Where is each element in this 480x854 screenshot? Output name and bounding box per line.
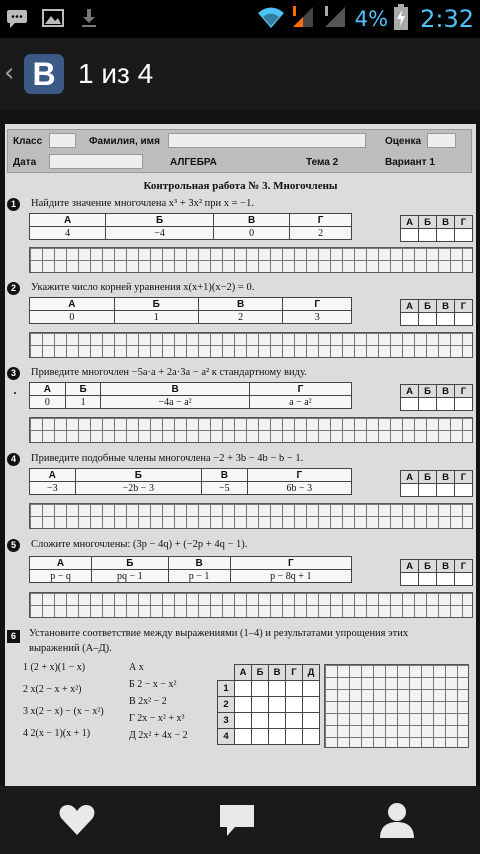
table-row [401,216,473,229]
table-cell: Б [252,665,269,681]
comment-icon[interactable] [217,800,257,840]
table-cell: В [168,557,230,570]
table-cell: Г [247,469,351,482]
answer-cell[interactable] [269,729,286,745]
options-table [29,297,352,324]
answer-cell[interactable] [455,229,473,242]
table-cell: Г [290,214,352,227]
table-cell: А [235,665,252,681]
table-cell: p − q [30,570,92,583]
table-cell: 6b − 3 [247,482,351,495]
question-text-line-1: Установите соответствие между выражениями (1–4) и результатами упрощения этих [29,628,409,639]
question-text: Найдите значение многочлена x³ + 3x² при x = −1. [31,198,254,209]
table-row [218,713,320,729]
table-cell: А [401,216,419,229]
matching-table [217,664,320,745]
answer-cell[interactable] [252,713,269,729]
answer-cell[interactable] [401,484,419,497]
answer-cell[interactable] [419,229,437,242]
topic-label: Тема 2 [306,157,339,168]
answer-cell[interactable] [455,484,473,497]
sim-signal-icon [323,5,349,33]
table-row [30,227,352,240]
heart-icon[interactable] [57,800,97,840]
answer-cell[interactable] [252,729,269,745]
question-text: Приведите многочлен −5a·a + 2a·3a − a² к стандартному виду. [31,367,307,378]
table-cell: Д [303,665,320,681]
table-cell: Г [455,471,473,484]
answer-cell[interactable] [303,681,320,697]
answer-cell[interactable] [401,229,419,242]
answer-cell[interactable] [437,573,455,586]
answer-cell[interactable] [286,697,303,713]
question-number: 1 [7,198,20,211]
answer-cell[interactable] [401,573,419,586]
answer-cell[interactable] [235,729,252,745]
table-cell: 2 [218,697,235,713]
margin-dot [14,392,16,394]
document-viewer[interactable] [0,110,480,786]
table-row [30,298,352,311]
battery-percent: 4% [354,7,389,31]
profile-icon[interactable] [377,800,417,840]
expression-3: 3 x(2 − x) − (x − x²) [23,706,104,717]
work-grid[interactable] [29,332,473,358]
answer-boxes [400,299,473,326]
question-text-line-2: выражений (А–Д). [29,643,112,654]
grade-field [427,133,456,148]
question-text: Укажите число корней уравнения x(x+1)(x−2) = 0. [31,282,255,293]
answer-cell[interactable] [419,313,437,326]
variant-label: Вариант 1 [385,157,435,168]
answer-cell[interactable] [437,484,455,497]
answer-cell[interactable] [235,697,252,713]
result-d: Г 2x − x² + x³ [129,713,185,724]
table-row [218,665,320,681]
table-cell: pq − 1 [92,570,168,583]
result-e: Д 2x² + 4x − 2 [129,730,188,741]
table-row [218,681,320,697]
table-cell: А [30,557,92,570]
work-grid[interactable] [29,417,473,443]
table-row [401,385,473,398]
table-cell: Б [114,298,198,311]
options-table [29,556,352,583]
class-label: Класс [13,136,43,147]
table-cell: 0 [213,227,289,240]
page-counter-title: 1 из 4 [78,58,154,89]
mobile-signal-icon [291,5,317,33]
table-cell: А [30,214,106,227]
table-row [401,484,473,497]
table-cell: В [437,216,455,229]
date-label: Дата [13,157,37,168]
wifi-icon [257,5,285,33]
answer-cell[interactable] [419,484,437,497]
app-bar [0,38,480,110]
answer-cell[interactable] [455,573,473,586]
table-cell: −4a − a² [101,396,249,409]
answer-cell[interactable] [437,313,455,326]
table-cell: В [202,469,248,482]
table-cell: А [401,560,419,573]
table-row [401,300,473,313]
table-cell: −5 [202,482,248,495]
table-row [30,396,352,409]
table-cell: Г [230,557,351,570]
question-number: 6 [7,630,20,643]
answer-cell[interactable] [286,681,303,697]
table-cell: А [30,469,76,482]
answer-cell[interactable] [235,713,252,729]
table-cell: Г [455,216,473,229]
answer-cell[interactable] [286,713,303,729]
table-cell: Г [455,385,473,398]
bottom-action-bar [0,786,480,854]
question-number: 4 [7,453,20,466]
table-row [401,398,473,411]
table-cell: Г [249,383,351,396]
table-row [30,311,352,324]
table-cell: 3 [283,311,352,324]
answer-cell[interactable] [303,729,320,745]
answer-cell [218,665,235,681]
table-cell: 3 [218,713,235,729]
table-cell: А [401,471,419,484]
table-row [30,482,352,495]
table-row [30,557,352,570]
table-cell: 0 [30,396,66,409]
table-cell: 1 [218,681,235,697]
answer-cell[interactable] [303,697,320,713]
answer-cell[interactable] [235,681,252,697]
options-table [29,468,352,495]
question-text: Приведите подобные члены многочлена −2 + 3b − 4b − b − 1. [31,453,304,464]
answer-cell[interactable] [286,729,303,745]
table-cell: Б [419,471,437,484]
expression-2: 2 x(2 − x + x²) [23,684,82,695]
table-cell: Б [75,469,201,482]
result-c: В 2x² − 2 [129,696,167,707]
name-field [168,133,366,148]
answer-cell[interactable] [455,313,473,326]
table-row [401,560,473,573]
table-cell: −2b − 3 [75,482,201,495]
table-cell: Б [419,560,437,573]
table-cell: Б [106,214,214,227]
table-cell: −4 [106,227,214,240]
table-row [30,214,352,227]
table-cell: В [101,383,249,396]
answer-cell[interactable] [252,681,269,697]
table-cell: В [269,665,286,681]
table-cell: В [213,214,289,227]
answer-cell[interactable] [269,713,286,729]
result-a: А x [129,662,144,673]
table-row [401,471,473,484]
clock: 2:32 [420,5,474,33]
download-notification-icon [78,7,100,29]
table-cell: 1 [114,311,198,324]
answer-cell[interactable] [437,398,455,411]
table-cell: В [437,560,455,573]
table-row [401,313,473,326]
table-cell: Б [92,557,168,570]
worksheet-title: Контрольная работа № 3. Многочлены [143,180,338,192]
table-cell: А [401,385,419,398]
chat-notification-icon [6,7,28,29]
answer-cell[interactable] [401,313,419,326]
answer-boxes [400,470,473,497]
question-number: 3 [7,367,20,380]
status-bar [0,0,480,38]
table-cell: a − a² [249,396,351,409]
table-cell: Б [419,385,437,398]
back-chevron-icon[interactable]: ‹ [4,58,15,88]
battery-icon [394,4,408,34]
work-grid[interactable] [29,503,473,529]
table-row [30,570,352,583]
work-grid[interactable] [29,592,473,618]
name-label: Фамилия, имя [89,136,160,147]
image-notification-icon [42,7,64,29]
table-cell: Б [419,300,437,313]
table-row [30,383,352,396]
table-cell: Г [283,298,352,311]
table-row [401,573,473,586]
table-cell: Г [455,300,473,313]
expression-4: 4 2(x − 1)(x + 1) [23,728,91,739]
class-field [49,133,76,148]
answer-cell[interactable] [419,398,437,411]
answer-cell[interactable] [437,229,455,242]
table-cell: А [401,300,419,313]
options-table [29,213,352,240]
date-field [49,154,143,169]
answer-cell[interactable] [269,697,286,713]
table-cell: Г [455,560,473,573]
answer-cell[interactable] [455,398,473,411]
table-cell: 4 [30,227,106,240]
result-b: Б 2 − x − x² [129,679,177,690]
table-cell: Б [65,383,101,396]
question-number: 5 [7,539,20,552]
work-grid[interactable] [324,664,469,748]
table-row [218,697,320,713]
table-cell: В [437,385,455,398]
table-row [218,729,320,745]
answer-cell[interactable] [401,398,419,411]
question-number: 2 [7,282,20,295]
table-cell: А [30,383,66,396]
grade-label: Оценка [385,136,422,147]
table-cell: А [30,298,115,311]
table-cell: 1 [65,396,101,409]
table-cell: p − 1 [168,570,230,583]
answer-boxes [400,215,473,242]
worksheet-page [5,124,476,786]
table-cell: 0 [30,311,115,324]
work-grid[interactable] [29,247,473,273]
table-cell: p − 8q + 1 [230,570,351,583]
answer-cell[interactable] [269,681,286,697]
answer-boxes [400,559,473,586]
table-cell: В [437,471,455,484]
table-cell: В [437,300,455,313]
table-cell: −3 [30,482,76,495]
answer-cell[interactable] [419,573,437,586]
table-cell: В [198,298,283,311]
table-row [30,469,352,482]
answer-cell[interactable] [303,713,320,729]
table-cell: 2 [290,227,352,240]
table-cell: 2 [198,311,283,324]
app-logo[interactable]: B [24,54,64,94]
expression-1: 1 (2 + x)(1 − x) [23,662,86,673]
answer-boxes [400,384,473,411]
table-row [401,229,473,242]
worksheet-header [7,129,472,173]
table-cell: Б [419,216,437,229]
table-cell: Г [286,665,303,681]
options-table [29,382,352,409]
subject-label: АЛГЕБРА [170,157,217,168]
answer-cell[interactable] [252,697,269,713]
question-text: Сложите многочлены: (3p − 4q) + (−2p + 4q − 1). [31,539,248,550]
table-cell: 4 [218,729,235,745]
